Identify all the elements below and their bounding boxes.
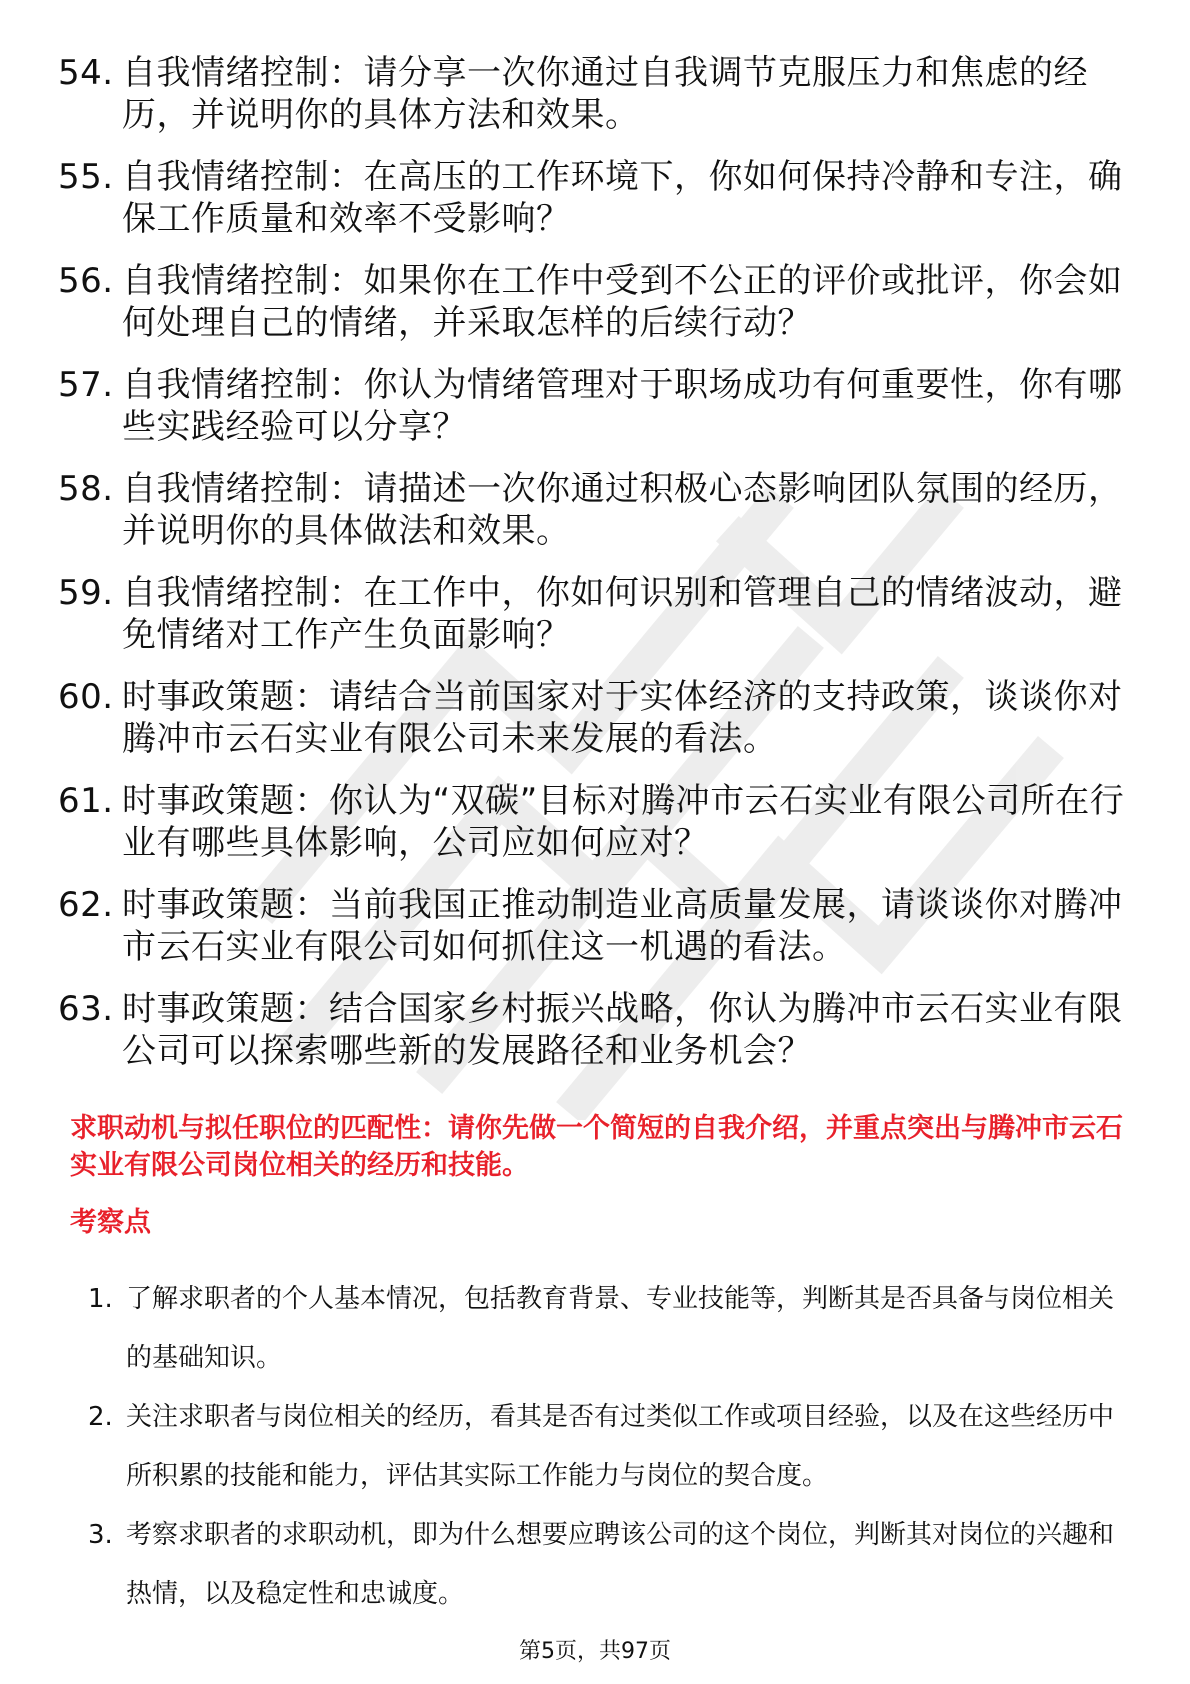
question-text: 自我情绪控制：请描述一次你通过积极心态影响团队氛围的经历，并说明你的具体做法和效果。 — [122, 469, 1123, 551]
point-number: 3. — [88, 1520, 113, 1550]
assessment-point — [88, 1270, 1133, 1388]
question-item — [58, 156, 1133, 240]
question-item — [58, 52, 1133, 136]
question-number: 63. — [58, 989, 114, 1029]
question-number: 57. — [58, 365, 114, 405]
question-number: 56. — [58, 261, 114, 301]
assessment-point — [88, 1388, 1133, 1506]
question-number: 54. — [58, 53, 114, 93]
question-number: 58. — [58, 469, 114, 509]
question-number: 60. — [58, 677, 114, 717]
question-item — [58, 780, 1133, 864]
page-number-footer: 第5页，共97页 — [519, 1639, 671, 1664]
question-text: 时事政策题：请结合当前国家对于实体经济的支持政策，谈谈你对腾冲市云石实业有限公司未来发展的看法。 — [122, 677, 1123, 759]
question-number: 55. — [58, 157, 114, 197]
assessment-points-list — [88, 1270, 1133, 1624]
question-text: 时事政策题：当前我国正推动制造业高质量发展，请谈谈你对腾冲市云石实业有限公司如何抓住这一机遇的看法。 — [122, 885, 1123, 967]
question-item — [58, 364, 1133, 448]
assessment-point — [88, 1506, 1133, 1624]
question-item — [58, 468, 1133, 552]
question-text: 时事政策题：结合国家乡村振兴战略，你认为腾冲市云石实业有限公司可以探索哪些新的发展路径和业务机会？ — [122, 989, 1123, 1071]
point-number: 2. — [88, 1402, 113, 1432]
question-item — [58, 260, 1133, 344]
question-text: 自我情绪控制：在工作中，你如何识别和管理自己的情绪波动，避免情绪对工作产生负面影响？ — [122, 573, 1123, 655]
question-text: 时事政策题：你认为“双碳”目标对腾冲市云石实业有限公司所在行业有哪些具体影响，公司应如何应对？ — [122, 781, 1125, 863]
question-number: 62. — [58, 885, 114, 925]
point-text: 考察求职者的求职动机，即为什么想要应聘该公司的这个岗位，判断其对岗位的兴趣和热情，以及稳定性和忠诚度。 — [126, 1520, 1115, 1609]
section-heading: 考察点 — [70, 1207, 151, 1238]
question-list — [58, 52, 1133, 1092]
highlighted-question: 求职动机与拟任职位的匹配性：请你先做一个简短的自我介绍，并重点突出与腾冲市云石实业有限公司岗位相关的经历和技能。 — [70, 1113, 1123, 1181]
question-item — [58, 676, 1133, 760]
question-text: 自我情绪控制：如果你在工作中受到不公正的评价或批评，你会如何处理自己的情绪，并采取怎样的后续行动？ — [122, 261, 1123, 343]
question-item — [58, 988, 1133, 1072]
question-text: 自我情绪控制：请分享一次你通过自我调节克服压力和焦虑的经历，并说明你的具体方法和效果。 — [122, 53, 1088, 135]
point-text: 了解求职者的个人基本情况，包括教育背景、专业技能等，判断其是否具备与岗位相关的基础知识。 — [126, 1284, 1115, 1373]
point-text: 关注求职者与岗位相关的经历，看其是否有过类似工作或项目经验，以及在这些经历中所积累的技能和能力，评估其实际工作能力与岗位的契合度。 — [126, 1402, 1115, 1491]
question-number: 59. — [58, 573, 114, 613]
question-item — [58, 572, 1133, 656]
question-number: 61. — [58, 781, 114, 821]
question-item — [58, 884, 1133, 968]
question-text: 自我情绪控制：你认为情绪管理对于职场成功有何重要性，你有哪些实践经验可以分享？ — [122, 365, 1123, 447]
question-text: 自我情绪控制：在高压的工作环境下，你如何保持冷静和专注，确保工作质量和效率不受影响？ — [122, 157, 1123, 239]
point-number: 1. — [88, 1284, 113, 1314]
